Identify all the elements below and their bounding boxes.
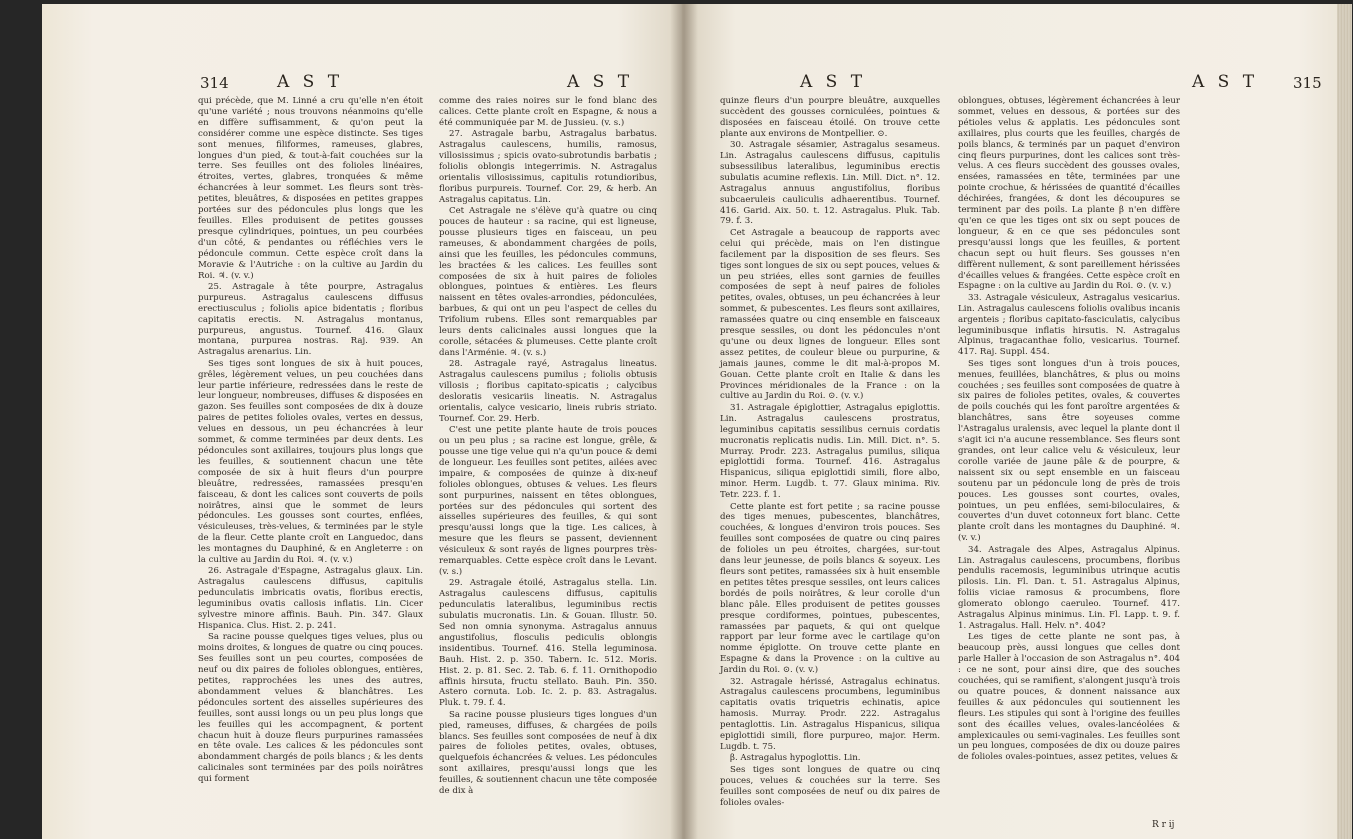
paragraph: Ses tiges sont longues d'un à trois pouces, menues, feuillées, blanchâtres, & plus ou moins couchées ; ses feuilles sont composées de quatre à six paires de folioles petites, ovales, & couvertes de poils couchés qui les font paroître argentées & blanchâtres, sans être soyeuses comme l'Astragalus uralensis, avec lequel la plante dont il s'agit ici n'a aucune ressemblance. Ses fleurs sont grandes, ont leur calice velu & vésiculeux, leur corolle variée de jaune pâle & de pourpre, & naissent six ou sept ensemble en un faisceau soutenu par un pédoncule long de près de trois pouces. Les gousses sont courtes, ovales, pointues, un peu enflées, semi-biloculaires, & couvertes d'un duvet cotonneux fort blanc. Cette plante croît dans les montagnes du Dauphiné. ♃. (v. v.) <box>958 358 1180 544</box>
left-page <box>42 4 682 839</box>
page-edges <box>1337 4 1352 839</box>
page-number-right: 315 <box>1293 74 1322 92</box>
right-page <box>682 4 1352 839</box>
paragraph: oblongues, obtuses, légèrement échancrées à leur sommet, velues en dessous, & portées sur des pétioles velus & applatis. Les pédoncules sont axillaires, plus courts que les feuilles, chargés de poils blancs, & terminés par un paquet d'environ cinq fleurs purpurines, dont les calices sont très-velus. A ces fleurs succèdent des gousses ovales, ensées, ramassées en tête, terminées par une pointe crochue, & hérissées de quantité d'écailles déchirées, frangées, & dont les découpures se terminent par des poils. La plante β n'en diffère qu'en ce que les tiges ont six ou sept pouces de longueur, & en ce que ses pédoncules sont presqu'aussi longs que les feuilles, & portent chacun sept ou huit fleurs. Ses gousses n'en diffèrent nullement, & sont pareillement hérissées d'écailles velues & frangées. Cette espèce croît en Espagne : on la cultive au Jardin du Roi. ⊙. (v. v.) <box>958 96 1180 292</box>
right-column-2 <box>958 96 1180 764</box>
paragraph: 26. Astragale d'Espagne, Astragalus glaux. Lin. Astragalus caulescens diffusus, capitulis pedunculatis imbricatis ovatis, floribus erectis, leguminibus ovatis callosis inflatis. Lin. Cicer sylvestre minore affinis. Bauh. Pin. 347. Glaux Hispanica. Clus. Hist. 2. p. 241. <box>198 566 423 631</box>
paragraph: 27. Astragale barbu, Astragalus barbatus. Astragalus caulescens, humilis, ramosus, villosissimus ; spicis ovato-subrotundis barbatis ; foliolis oblongis integerrimis. N. Astragalus orientalis villosissimus, capitulis rotundioribus, floribus purpureis. Tournef. Cor. 29, & herb. An Astragalus capitatus. Lin. <box>439 129 657 205</box>
paragraph: Ses tiges sont longues de six à huit pouces, grêles, légèrement velues, un peu couchées dans leur partie inférieure, redressées dans le reste de leur longueur, nombreuses, diffuses & disposées en gazon. Ses feuilles sont composées de dix à douze paires de petites folioles ovales, vertes en dessus, velues en dessous, un peu échancrées à leur sommet, & comme terminées par deux dents. Les pédoncules sont axillaires, toujours plus longs que les feuilles, & soutiennent chacun une tête composée de six à huit fleurs d'un pourpre bleuâtre, redressées, ramassées presqu'en faisceau, & dont les calices sont couverts de poils noirâtres, ainsi que le sommet de leurs pédoncules. Les gousses sont courtes, enflées, vésiculeuses, très-velues, & terminées par le style de la fleur. Cette plante croît en Languedoc, dans les montagnes du Dauphiné, & en Angleterre : on la cultive au Jardin du Roi. ♃. (v. v.) <box>198 358 423 566</box>
right-column-1 <box>720 96 940 809</box>
paragraph: 28. Astragale rayé, Astragalus lineatus. Astragalus caulescens pumilus ; foliolis obtusis villosis ; floribus capitato-spicatis ; calycibus desloratis vesicariis lineatis. N. Astragalus orientalis, calyce vesicario, lineis rubris striato. Tournef. Cor. 29. Herb. <box>439 359 657 424</box>
running-header-left-b: A S T <box>567 72 634 92</box>
book-gutter <box>670 4 698 839</box>
paragraph: Sa racine pousse quelques tiges velues, plus ou moins droites, & longues de quatre ou cinq pouces. Ses feuilles sont un peu courtes, composées de neuf ou dix paires de folioles oblongues, entières, petites, rapprochées les unes des autres, abondamment velues & blanchâtres. Les pédoncules sortent des aisselles supérieures des feuilles, sont aussi longs ou un peu plus longs que les feuilles qui les accompagnent, & portent chacun huit à douze fleurs purpurines ramassées en tête ovale. Les calices & les pédoncules sont abondamment chargés de poils blancs ; & les dents calicinales sont terminées par des poils noirâtres qui forment <box>198 632 423 785</box>
paragraph: qui précède, que M. Linné a cru qu'elle n'en étoit qu'une variété ; nous trouvons néanmoins qu'elle en diffère suffisamment, & qu'on peut la considérer comme une espèce distincte. Ses tiges sont menues, filiformes, rameuses, glabres, longues d'un pied, & tout-à-fait couchées sur la terre. Ses feuilles ont des folioles linéaires, étroites, vertes, glabres, tronquées & même échancrées à leur sommet. Les fleurs sont très-petites, bleuâtres, & disposées en petites grappes portées sur des pédoncules plus longs que les feuilles. Elles produisent de petites gousses presque cylindriques, pointues, un peu courbées d'un côté, & pendantes ou réfléchies vers le pédoncule commun. Cette espèce croît dans la Moravie & l'Autriche : on la cultive au Jardin du Roi. ♃. (v. v.) <box>198 96 423 281</box>
left-column-2 <box>439 96 657 798</box>
running-header-right-b: A S T <box>1192 72 1259 92</box>
paragraph: quinze fleurs d'un pourpre bleuâtre, auxquelles succèdent des gousses corniculées, pointues & disposées en faisceau étoilé. On trouve cette plante aux environs de Montpellier. ⊙. <box>720 96 940 139</box>
paragraph: 33. Astragale vésiculeux, Astragalus vesicarius. Lin. Astragalus caulescens foliolis ovalibus incanis argenteis ; floribus capitato-fasciculatis, calycibus leguminibusque inflatis hirsutis. N. Astragalus Alpinus, tragacanthae folio, vesicarius. Tournef. 417. Raj. Suppl. 454. <box>958 292 1180 358</box>
open-book <box>42 4 1352 839</box>
paragraph: C'est une petite plante haute de trois pouces ou un peu plus ; sa racine est longue, grêle, & pousse une tige velue qui n'a qu'un pouce & demi de longueur. Les feuilles sont petites, ailées avec impaire, & composées de quinze à dix-neuf folioles oblongues, obtuses & velues. Les fleurs sont purpurines, naissent en têtes oblongues, portées sur des pédoncules qui sortent des aisselles supérieures des feuilles, & qui sont presqu'aussi longs que la tige. Les calices, à mesure que les fleurs se passent, deviennent vésiculeux & sont rayés de lignes pourpres très-remarquables. Cette espèce croît dans le Levant. (v. s.) <box>439 425 657 577</box>
paragraph: 32. Astragale hérissé, Astragalus echinatus. Astragalus caulescens procumbens, leguminibus capitatis ovatis triquetris echinatis, apice hamosis. Murray. Prodr. 222. Astragalus pentaglottis. Lin. Astragalus Hispanicus, siliqua epiglottidi simili, flore purpureo, major. Herm. Lugdb. t. 75. <box>720 676 940 752</box>
paragraph: 30. Astragale sésamier, Astragalus sesameus. Lin. Astragalus caulescens diffusus, capitulis subsessilibus lateralibus, leguminibus erectis subulatis acumine reflexis. Lin. Mill. Dict. n°. 12. Astragalus annuus angustifolius, floribus subcaeruleis cauliculis adhaerentibus. Tournef. 416. Garid. Aix. 50. t. 12. Astragalus. Pluk. Tab. 79. f. 3. <box>720 140 940 227</box>
paragraph: β. Astragalus hypoglottis. Lin. <box>730 753 861 764</box>
page-number-left: 314 <box>200 74 229 92</box>
paragraph: Cet Astragale ne s'élève qu'à quatre ou cinq pouces de hauteur : sa racine, qui est ligneuse, pousse plusieurs tiges en faisceau, un peu rameuses, & abondamment chargées de poils, ainsi que les feuilles, les pédoncules communs, les bractées & les calices. Les feuilles sont composées de six à huit paires de folioles oblongues, pointues & entières. Les fleurs naissent en têtes ovales-arrondies, pédonculées, barbues, & qui ont un peu l'aspect de celles du Trifolium rubens. Elles sont remarquables par leurs dents calicinales aussi longues que la corolle, sétacées & plumeuses. Cette plante croît dans l'Arménie. ♃. (v. s.) <box>439 206 657 358</box>
paragraph: Les tiges de cette plante ne sont pas, à beaucoup près, aussi longues que celles dont parle Haller à l'occasion de son Astragalus n°. 404 : ce ne sont, pour ainsi dire, que des souches couchées, qui se ramifient, s'alongent jusqu'à trois ou quatre pouces, & donnent naissance aux feuilles & aux pédoncules qui soutiennent les fleurs. Les stipules qui sont à l'origine des feuilles sont des écailles velues, ovales-lancéolées & amplexicaules ou semi-vaginales. Les feuilles sont un peu longues, composées de dix ou douze paires de folioles ovales-pointues, assez petites, velues & <box>958 632 1180 763</box>
paragraph: Ses tiges sont longues de quatre ou cinq pouces, velues & couchées sur la terre. Ses feuilles sont composées de neuf ou dix paires de folioles ovales- <box>720 764 940 808</box>
paragraph: 25. Astragale à tête pourpre, Astragalus purpureus. Astragalus caulescens diffusus erectiusculus ; foliolis apice bidentatis ; floribus capitatis erectis. N. Astragalus montanus, purpureus, angustus. Tournef. 416. Glaux montana, purpurea nostras. Raj. 939. An Astragalus arenarius. Lin. <box>198 281 423 358</box>
paragraph: comme des raies noires sur le fond blanc des calices. Cette plante croît en Espagne, & nous a été communiquée par M. de Jussieu. (v. s.) <box>439 96 657 128</box>
paragraph: Cette plante est fort petite ; sa racine pousse des tiges menues, pubescentes, blanchâtres, couchées, & longues d'environ trois pouces. Ses feuilles sont composées de quatre ou cinq paires de folioles un peu étroites, chargées, sur-tout dans leur jeunesse, de poils blancs & soyeux. Les fleurs sont petites, ramassées six à huit ensemble en petites têtes presque sessiles, ont leurs calices bordés de poils noirâtres, & leur corolle d'un blanc pâle. Elles produisent de petites gousses presque cordiformes, pointues, pubescentes, ramassées par paquets, & qui ont quelque rapport par leur forme avec le cartilage qu'on nomme épiglotte. On trouve cette plante en Espagne & dans la Provence : on la cultive au Jardin du Roi. ⊙. (v. v.) <box>720 501 940 676</box>
paragraph: 34. Astragale des Alpes, Astragalus Alpinus. Lin. Astragalus caulescens, procumbens, floribus pendulis racemosis, leguminibus utrinque acutis pilosis. Lin. Fl. Dan. t. 51. Astragalus Alpinus, foliis viciae ramosus & procumbens, flore glomerato oblongo caeruleo. Tournef. 417. Astragalus Alpinus minimus. Lin. Fl. Lapp. t. 9. f. 1. Astragalus. Hall. Helv. n°. 404? <box>958 544 1180 631</box>
signature-mark: R r ij <box>1152 820 1175 830</box>
paragraph: Sa racine pousse plusieurs tiges longues d'un pied, rameuses, diffuses, & chargées de poils blancs. Ses feuilles sont composées de neuf à dix paires de folioles petites, ovales, obtuses, quelquefois échancrées & velues. Les pédoncules sont axillaires, presqu'aussi longs que les feuilles, & soutiennent chacun une tête composée de dix à <box>439 709 657 797</box>
running-header-left-a: A S T <box>277 72 344 92</box>
paragraph: Cet Astragale a beaucoup de rapports avec celui qui précède, mais on l'en distingue facilement par la disposition de ses fleurs. Ses tiges sont longues de six ou sept pouces, velues & un peu striées, elles sont garnies de feuilles composées de sept à neuf paires de folioles petites, ovales, obtuses, un peu échancrées à leur sommet, & pubescentes. Les fleurs sont axillaires, ramassées quatre ou cinq ensemble en faisceaux presque sessiles, ou dont les pédoncules n'ont qu'une ou deux lignes de longueur. Elles sont assez petites, de couleur bleue ou purpurine, & jamais jaunes, comme le dit mal-à-propos M. Gouan. Cette plante croît en Italie & dans les Provinces méridionales de la France : on la cultive au Jardin du Roi. ⊙. (v. v.) <box>720 227 940 402</box>
paragraph: 29. Astragale étoilé, Astragalus stella. Lin. Astragalus caulescens diffusus, capitulis pedunculatis lateralibus, leguminibus rectis subulatis mucronatis. Lin. & Gouan. Illustr. 50. Sed non omnia synonyma. Astragalus annuus angustifolius, flosculis pediculis oblongis insidentibus. Tournef. 416. Stella leguminosa. Bauh. Hist. 2. p. 350. Tabern. Ic. 512. Moris. Hist. 2. p. 81. Sec. 2. Tab. 6. f. 11. Ornithopodio affinis hirsuta, fructu stellato. Bauh. Pin. 350. Astero cornuta. Lob. Ic. 2. p. 83. Astragalus. Pluk. t. 79. f. 4. <box>439 578 657 709</box>
left-column-1 <box>198 96 423 786</box>
running-header-right-a: A S T <box>800 72 867 92</box>
paragraph: 31. Astragale épiglottier, Astragalus epiglottis. Lin. Astragalus caulescens prostratus, leguminibus capitatis sessilibus cernuis cordatis mucronatis replicatis nudis. Lin. Mill. Dict. n°. 5. Murray. Prodr. 223. Astragalus pumilus, siliqua epiglottidi forma. Tournef. 416. Astragalus Hispanicus, siliqua epiglottidi simili, flore albo, minor. Herm. Lugdb. t. 77. Glaux minima. Riv. Tetr. 223. f. 1. <box>720 402 940 501</box>
